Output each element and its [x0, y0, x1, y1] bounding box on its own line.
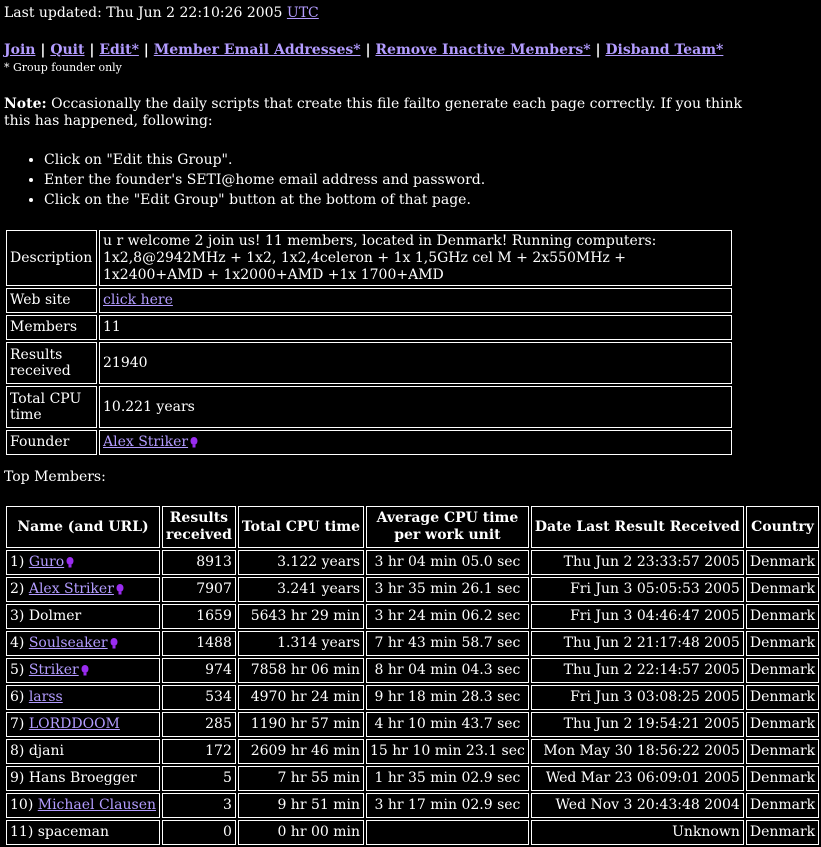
results-value: 21940 [99, 342, 732, 384]
member-last-result: Thu Jun 2 23:33:57 2005 [531, 550, 744, 575]
member-total-cpu: 0 hr 00 min [238, 820, 364, 845]
member-avg-cpu: 4 hr 10 min 43.7 sec [366, 712, 529, 737]
member-last-result: Thu Jun 2 22:14:57 2005 [531, 658, 744, 683]
website-value [99, 288, 732, 313]
member-name: djani [28, 743, 64, 760]
member-rank: 9) [10, 770, 25, 787]
lightbulb-icon [81, 665, 89, 676]
member-country: Denmark [746, 685, 819, 710]
member-total-cpu: 1.314 years [238, 631, 364, 656]
member-results: 974 [162, 658, 236, 683]
member-name: spaceman [37, 824, 109, 841]
website-link[interactable]: click here [103, 292, 173, 309]
cpu-row [6, 386, 732, 428]
table-row [6, 793, 819, 818]
member-last-result: Fri Jun 3 04:46:47 2005 [531, 604, 744, 629]
results-row [6, 342, 732, 384]
member-avg-cpu: 3 hr 35 min 26.1 sec [366, 577, 529, 602]
member-results: 8913 [162, 550, 236, 575]
member-country: Denmark [746, 550, 819, 575]
member-country: Denmark [746, 712, 819, 737]
member-rank: 1) [10, 554, 25, 571]
member-name: Dolmer [28, 608, 82, 625]
table-row [6, 739, 819, 764]
member-last-result: Thu Jun 2 21:17:48 2005 [531, 631, 744, 656]
col-name: Name (and URL) [6, 506, 160, 548]
col-total-cpu: Total CPU time [238, 506, 364, 548]
member-name-cell [6, 658, 160, 683]
member-link[interactable]: Michael Clausen [37, 797, 157, 814]
founder-link[interactable]: Alex Striker [103, 434, 189, 451]
member-name-cell [6, 739, 160, 764]
member-avg-cpu: 1 hr 35 min 02.9 sec [366, 766, 529, 791]
member-rank: 5) [10, 662, 25, 679]
member-avg-cpu [366, 820, 529, 845]
member-country: Denmark [746, 766, 819, 791]
table-row [6, 766, 819, 791]
member-total-cpu: 7858 hr 06 min [238, 658, 364, 683]
website-label: Web site [6, 288, 97, 313]
member-avg-cpu: 9 hr 18 min 28.3 sec [366, 685, 529, 710]
member-name-cell [6, 604, 160, 629]
last-updated-text: Last updated: Thu Jun 2 22:10:26 2005 [4, 5, 283, 21]
description-value [99, 230, 732, 286]
website-row [6, 288, 732, 313]
member-link[interactable]: Striker [28, 662, 79, 679]
member-country: Denmark [746, 793, 819, 818]
member-country: Denmark [746, 658, 819, 683]
member-country: Denmark [746, 577, 819, 602]
table-row [6, 631, 819, 656]
lightbulb-icon [116, 584, 124, 595]
nav-separator: | [595, 42, 601, 58]
founder-row [6, 430, 732, 455]
member-link[interactable]: larss [28, 689, 63, 706]
member-results: 534 [162, 685, 236, 710]
member-last-result: Thu Jun 2 19:54:21 2005 [531, 712, 744, 737]
member-name-cell [6, 766, 160, 791]
member-results: 285 [162, 712, 236, 737]
description-label: Description [6, 230, 97, 286]
join-link[interactable]: Join [4, 42, 36, 58]
member-results: 0 [162, 820, 236, 845]
table-row [6, 820, 819, 845]
member-avg-cpu: 8 hr 04 min 04.3 sec [366, 658, 529, 683]
remove-inactive-link[interactable]: Remove Inactive Members* [375, 42, 591, 58]
member-link[interactable]: Alex Striker [28, 581, 114, 598]
member-total-cpu: 7 hr 55 min [238, 766, 364, 791]
member-link[interactable]: Soulseaker [28, 635, 108, 652]
table-row [6, 658, 819, 683]
member-results: 5 [162, 766, 236, 791]
member-email-link[interactable]: Member Email Addresses* [153, 42, 361, 58]
member-avg-cpu: 7 hr 43 min 58.7 sec [366, 631, 529, 656]
note-label: Note: [4, 96, 47, 112]
member-name-cell [6, 631, 160, 656]
member-country: Denmark [746, 820, 819, 845]
disband-team-link[interactable]: Disband Team* [605, 42, 724, 58]
member-avg-cpu: 3 hr 24 min 06.2 sec [366, 604, 529, 629]
member-total-cpu: 9 hr 51 min [238, 793, 364, 818]
description-text: u r welcome 2 join us! 11 members, located in Denmark! Running computers: 1x2,8@2942MHz + 1x2, 1x2,4celeron + 1x 1,5GHz cel M + 2x550MHz + 1x2400+AMD + 1x2000+AMD +1x 1700+AMD [103, 233, 657, 283]
note-text: Occasionally the daily scripts that create this file failto generate each page correctly. If you think this has happened, following: [4, 96, 743, 129]
member-name-cell [6, 712, 160, 737]
edit-link[interactable]: Edit* [99, 42, 139, 58]
member-results: 3 [162, 793, 236, 818]
quit-link[interactable]: Quit [50, 42, 85, 58]
description-row [6, 230, 732, 286]
member-country: Denmark [746, 739, 819, 764]
table-row [6, 550, 819, 575]
col-last-result: Date Last Result Received [531, 506, 744, 548]
col-country: Country [746, 506, 819, 548]
nav-separator: | [365, 42, 371, 58]
member-name-cell [6, 550, 160, 575]
top-members-body [6, 550, 819, 845]
members-row [6, 315, 732, 340]
member-name-cell [6, 685, 160, 710]
table-row [6, 577, 819, 602]
member-total-cpu: 2609 hr 46 min [238, 739, 364, 764]
member-country: Denmark [746, 604, 819, 629]
founder-value [99, 430, 732, 455]
group-info-table [4, 228, 734, 457]
results-label: Results received [6, 342, 97, 384]
member-rank: 8) [10, 743, 25, 760]
member-last-result: Fri Jun 3 05:05:53 2005 [531, 577, 744, 602]
member-last-result: Mon May 30 18:56:22 2005 [531, 739, 744, 764]
member-name: Hans Broegger [28, 770, 137, 787]
team-nav [4, 42, 723, 59]
member-rank: 7) [10, 716, 25, 733]
nav-separator: | [40, 42, 46, 58]
member-name-cell [6, 820, 160, 845]
member-rank: 10) [10, 797, 34, 814]
member-results: 172 [162, 739, 236, 764]
cpu-label: Total CPU time [6, 386, 97, 428]
member-last-result: Wed Nov 3 20:43:48 2004 [531, 793, 744, 818]
members-label: Members [6, 315, 97, 340]
member-avg-cpu: 3 hr 04 min 05.0 sec [366, 550, 529, 575]
member-last-result: Unknown [531, 820, 744, 845]
nav-separator: | [143, 42, 149, 58]
member-country: Denmark [746, 631, 819, 656]
last-updated [4, 5, 319, 22]
utc-link[interactable]: UTC [286, 5, 319, 21]
member-total-cpu: 1190 hr 57 min [238, 712, 364, 737]
member-rank: 2) [10, 581, 25, 598]
founder-label: Founder [6, 430, 97, 455]
member-total-cpu: 5643 hr 29 min [238, 604, 364, 629]
note-paragraph [4, 96, 744, 130]
member-name-cell [6, 577, 160, 602]
nav-separator: | [89, 42, 95, 58]
note-steps [4, 152, 485, 211]
lightbulb-icon [66, 557, 74, 568]
member-link[interactable]: LORDDOOM [28, 716, 120, 733]
top-members-table [4, 504, 821, 847]
note-step: • Click on the "Edit Group" button at the bottom of that page. [44, 192, 485, 209]
table-row [6, 604, 819, 629]
member-name-cell [6, 793, 160, 818]
member-rank: 11) [10, 824, 34, 841]
member-total-cpu: 3.241 years [238, 577, 364, 602]
cpu-value: 10.221 years [99, 386, 732, 428]
member-avg-cpu: 3 hr 17 min 02.9 sec [366, 793, 529, 818]
top-members-header-row [6, 506, 819, 548]
top-members-title: Top Members: [4, 469, 106, 485]
col-avg-cpu: Average CPU time per work unit [366, 506, 529, 548]
member-rank: 3) [10, 608, 25, 625]
member-results: 1488 [162, 631, 236, 656]
member-rank: 4) [10, 635, 25, 652]
member-link[interactable]: Guro [28, 554, 65, 571]
lightbulb-icon [190, 437, 198, 448]
member-last-result: Fri Jun 3 03:08:25 2005 [531, 685, 744, 710]
note-step: • Enter the founder's SETI@home email address and password. [44, 172, 485, 189]
table-row [6, 712, 819, 737]
lightbulb-icon [110, 638, 118, 649]
member-results: 7907 [162, 577, 236, 602]
note-step: • Click on "Edit this Group". [44, 152, 485, 169]
member-rank: 6) [10, 689, 25, 706]
member-results: 1659 [162, 604, 236, 629]
col-results: Results received [162, 506, 236, 548]
member-total-cpu: 4970 hr 24 min [238, 685, 364, 710]
member-total-cpu: 3.122 years [238, 550, 364, 575]
member-avg-cpu: 15 hr 10 min 23.1 sec [366, 739, 529, 764]
members-value: 11 [99, 315, 732, 340]
table-row [6, 685, 819, 710]
member-last-result: Wed Mar 23 06:09:01 2005 [531, 766, 744, 791]
founder-only-footnote: * Group founder only [4, 61, 122, 74]
